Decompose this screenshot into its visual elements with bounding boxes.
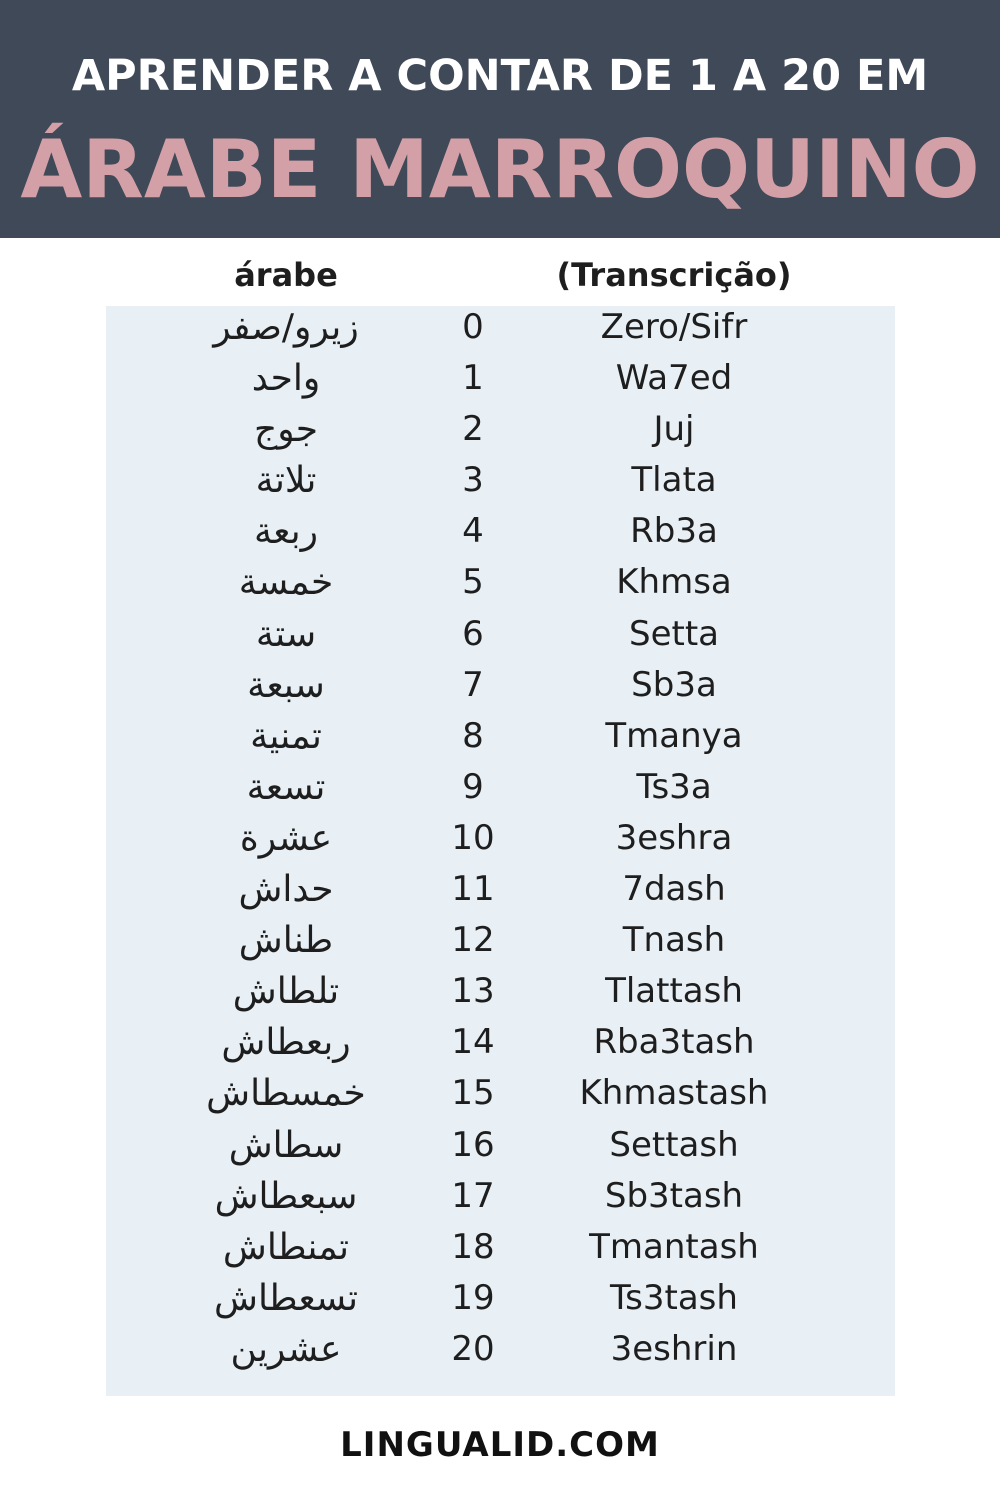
number-digit: 13 <box>451 971 495 1012</box>
arabic-word: واحد <box>251 358 321 400</box>
arabic-word: تلطاش <box>232 971 340 1013</box>
number-digit: 2 <box>462 409 484 450</box>
arabic-word: سبعطاش <box>214 1175 358 1217</box>
transcription-word: Tmanya <box>605 715 743 756</box>
table-row <box>106 1324 895 1375</box>
transcription-word: Ts3tash <box>610 1277 738 1318</box>
table-row <box>106 762 895 813</box>
number-digit: 20 <box>451 1328 495 1369</box>
title-line-2: ÁRABE MARROQUINO <box>20 123 980 216</box>
table-row <box>106 353 895 404</box>
arabic-word: خمسطاش <box>206 1073 366 1115</box>
number-digit: 8 <box>462 715 484 756</box>
table-row <box>106 1068 895 1119</box>
number-digit: 6 <box>462 613 484 654</box>
transcription-word: Sb3tash <box>604 1175 744 1216</box>
number-digit: 18 <box>451 1226 495 1267</box>
table-row <box>106 506 895 557</box>
transcription-word: 3eshrin <box>610 1328 738 1369</box>
footer-website: LINGUALID.COM <box>340 1425 660 1465</box>
number-digit: 1 <box>462 358 484 399</box>
arabic-word: عشرين <box>230 1328 342 1370</box>
column-header-transcription: (Transcrição) <box>556 256 792 294</box>
table-row <box>106 1222 895 1273</box>
table-row <box>106 1017 895 1068</box>
arabic-word: سبعة <box>247 664 325 706</box>
title-banner <box>0 0 1000 238</box>
transcription-word: Juj <box>653 409 695 450</box>
number-digit: 17 <box>451 1175 495 1216</box>
transcription-word: Tlata <box>631 460 717 501</box>
table-row <box>106 813 895 864</box>
arabic-word: ستة <box>255 613 317 655</box>
table-row <box>106 711 895 762</box>
transcription-word: Tlattash <box>605 971 743 1012</box>
number-digit: 14 <box>451 1022 495 1063</box>
title-line-1: APRENDER A CONTAR DE 1 A 20 EM <box>71 51 929 101</box>
arabic-word: حداش <box>238 869 334 911</box>
arabic-word: ربعطاش <box>221 1022 351 1064</box>
transcription-word: 7dash <box>622 869 726 910</box>
table-row <box>106 1273 895 1324</box>
table-row <box>106 404 895 455</box>
transcription-word: Wa7ed <box>615 358 733 399</box>
number-digit: 10 <box>451 817 495 858</box>
table-row <box>106 302 895 353</box>
numbers-table <box>106 302 895 1375</box>
arabic-word: تسعطاش <box>214 1277 358 1319</box>
transcription-word: Khmastash <box>579 1073 769 1114</box>
arabic-word: طناش <box>238 920 334 962</box>
arabic-word: خمسة <box>238 562 334 604</box>
table-row <box>106 660 895 711</box>
number-digit: 5 <box>462 562 484 603</box>
transcription-word: Khmsa <box>616 562 732 603</box>
column-header-arabic: árabe <box>234 256 338 294</box>
transcription-word: Zero/Sifr <box>600 307 748 347</box>
transcription-word: Rb3a <box>630 511 718 552</box>
table-row <box>106 966 895 1017</box>
arabic-word: زيرو/صفر <box>213 307 359 348</box>
transcription-word: Sb3a <box>631 664 717 705</box>
arabic-word: تمنية <box>250 715 322 757</box>
arabic-word: تلاتة <box>255 460 317 502</box>
number-digit: 9 <box>462 766 484 807</box>
arabic-word: تسعة <box>246 766 326 808</box>
table-row <box>106 915 895 966</box>
arabic-word: عشرة <box>239 817 333 859</box>
number-digit: 7 <box>462 664 484 705</box>
table-row <box>106 609 895 660</box>
number-digit: 11 <box>451 869 495 910</box>
number-digit: 4 <box>462 511 484 552</box>
transcription-word: 3eshra <box>615 817 733 858</box>
transcription-word: Settash <box>609 1124 739 1165</box>
table-row <box>106 455 895 506</box>
table-row <box>106 864 895 915</box>
number-digit: 15 <box>451 1073 495 1114</box>
table-row <box>106 1171 895 1222</box>
transcription-word: Ts3a <box>636 766 712 807</box>
arabic-word: جوج <box>253 409 319 451</box>
table-row <box>106 1120 895 1171</box>
table-row <box>106 557 895 608</box>
number-digit: 19 <box>451 1277 495 1318</box>
arabic-word: سطاش <box>228 1124 344 1166</box>
number-digit: 12 <box>451 920 495 961</box>
number-digit: 16 <box>451 1124 495 1165</box>
transcription-word: Setta <box>629 613 719 654</box>
arabic-word: ربعة <box>253 511 319 553</box>
number-digit: 3 <box>462 460 484 501</box>
transcription-word: Rba3tash <box>593 1022 755 1063</box>
transcription-word: Tmantash <box>589 1226 759 1267</box>
transcription-word: Tnash <box>622 920 726 961</box>
arabic-word: تمنطاش <box>222 1226 350 1268</box>
number-digit: 0 <box>462 307 484 347</box>
